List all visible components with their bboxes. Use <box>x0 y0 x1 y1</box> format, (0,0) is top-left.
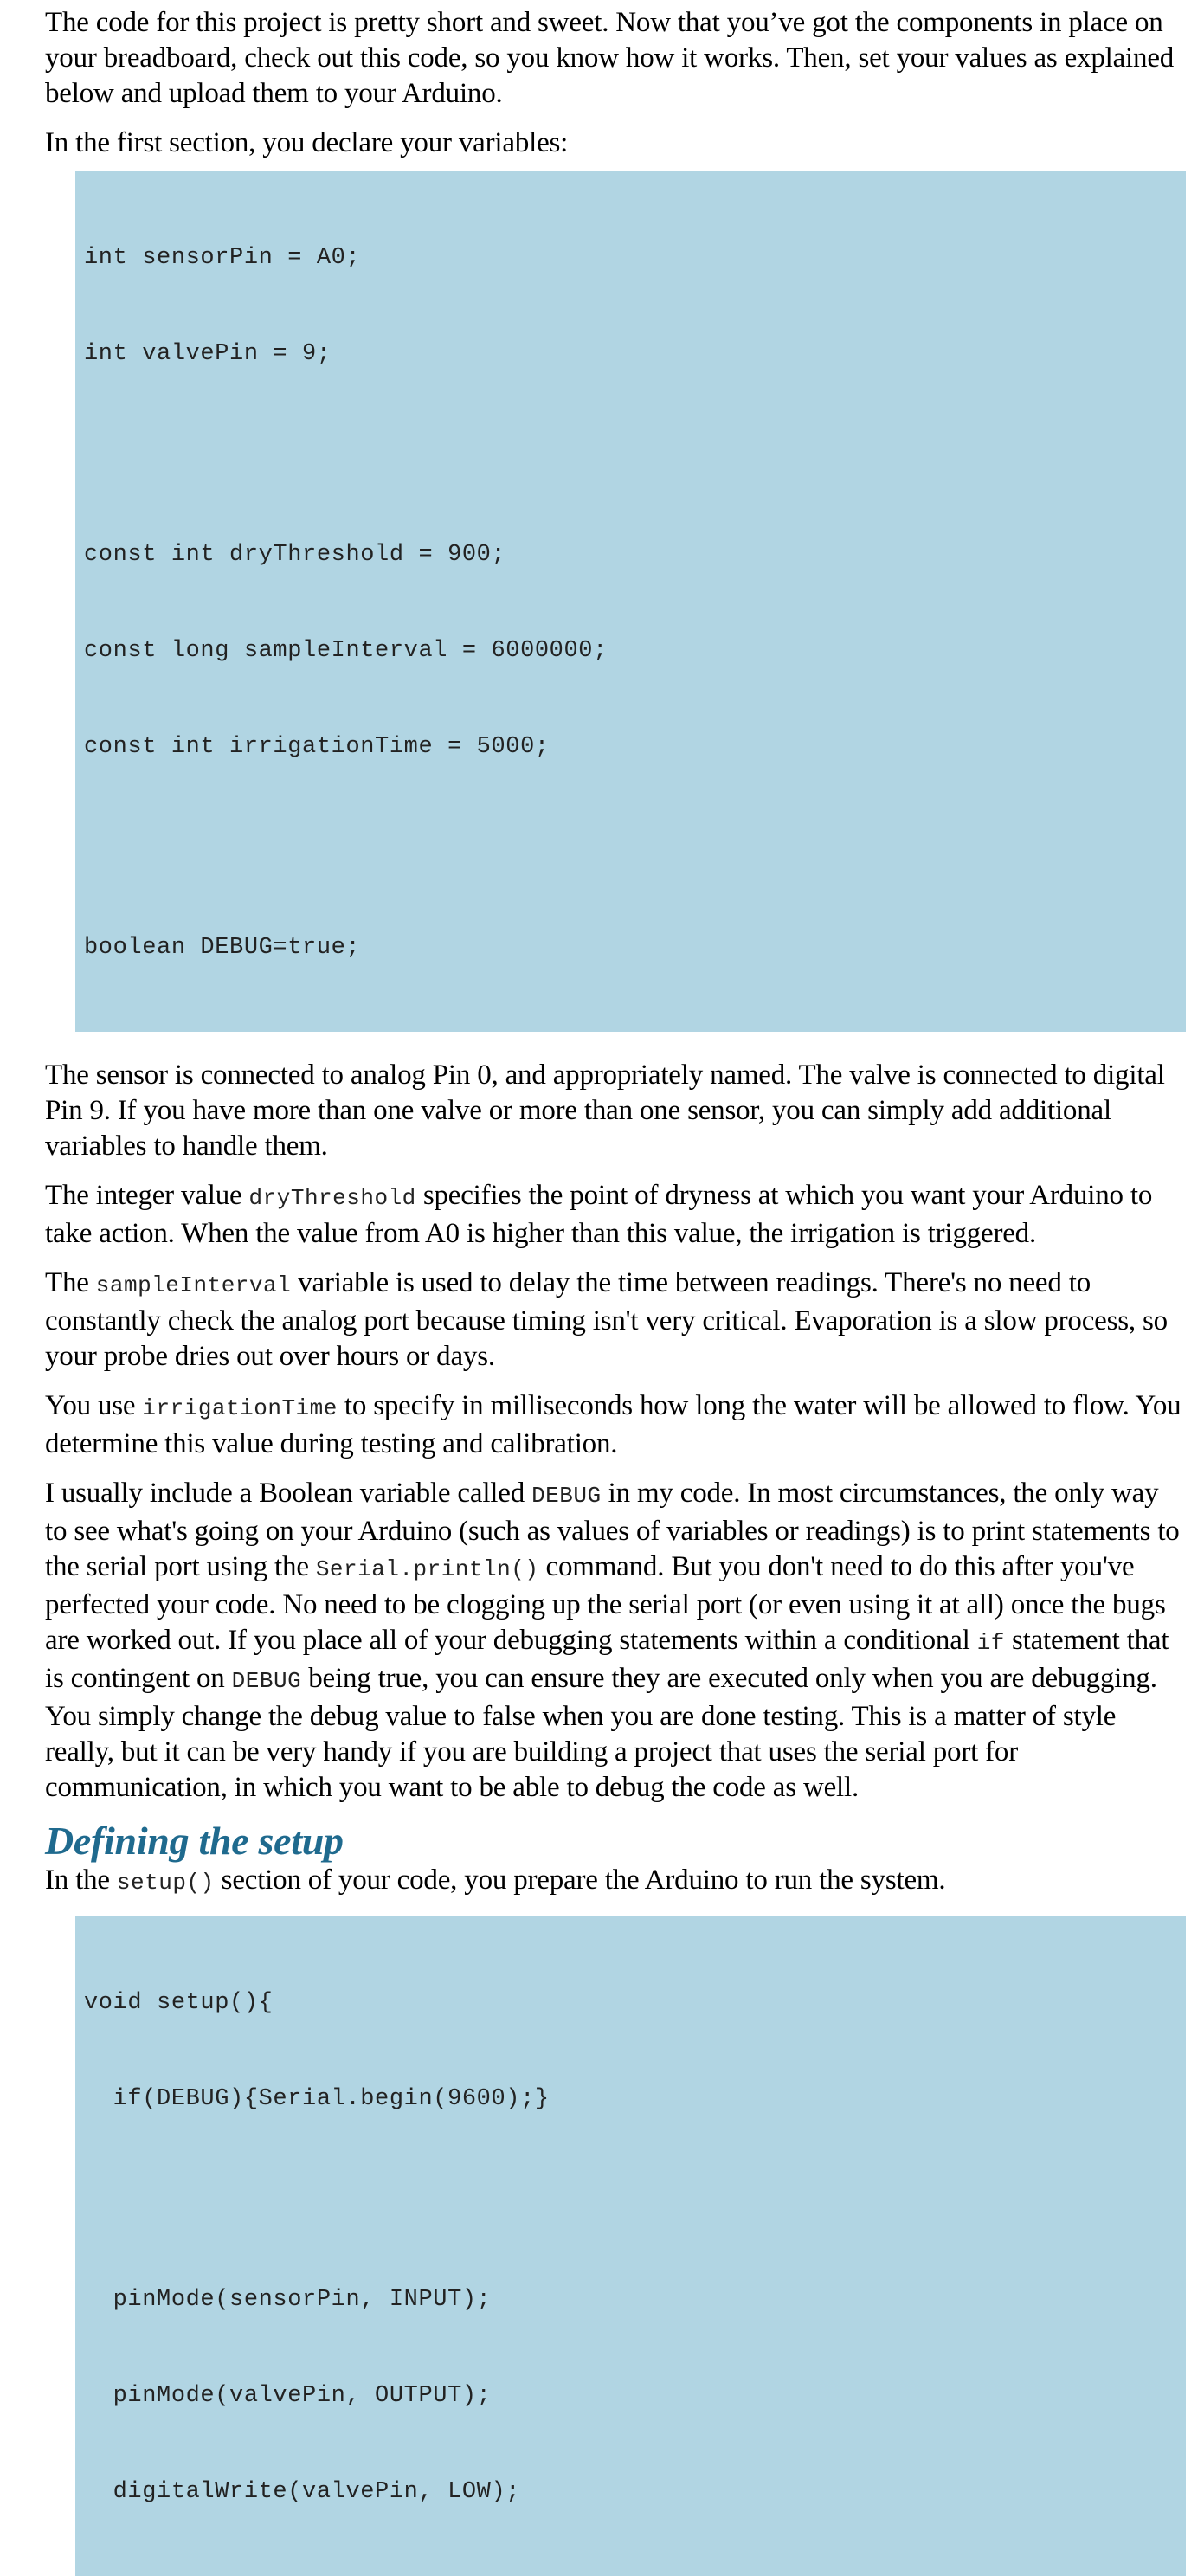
paragraph-dry-threshold <box>45 1178 1186 1252</box>
inline-code: sampleInterval <box>95 1272 292 1298</box>
inline-code: setup() <box>116 1870 215 1896</box>
paragraph-setup-intro <box>45 1863 1186 1901</box>
code-line: void setup(){ <box>84 1990 274 2016</box>
inline-code: irrigationTime <box>142 1395 338 1421</box>
paragraph-sensor-pins: The sensor is connected to analog Pin 0, and appropriately named. The valve is connected to digital Pin 9. If you have more than one valve or more than one sensor, you can simply add additional variables to handle them. <box>45 1059 1165 1162</box>
text-run: In the <box>45 1864 117 1896</box>
inline-code: if <box>976 1630 1005 1656</box>
code-line: pinMode(sensorPin, INPUT); <box>84 2287 492 2313</box>
code-line: const long sampleInterval = 6000000; <box>84 638 608 664</box>
text-run: I usually include a Boolean variable called <box>45 1478 532 1509</box>
text-run: The integer value <box>45 1180 249 1211</box>
code-line-blank <box>84 435 1177 475</box>
text-run: You use <box>45 1390 143 1421</box>
code-line: const int dryThreshold = 900; <box>84 542 506 568</box>
inline-code: DEBUG <box>531 1483 602 1509</box>
paragraph-first-section: In the first section, you declare your variables: <box>45 127 569 158</box>
text-run: being true, you can ensure they are executed only when you are debugging. You simply change the debug value to false when you are done testing. This is a matter of style really, but it can be very handy if you are building a project that uses the serial port for communication, in which you want to be able to debug the code as well. <box>45 1663 1157 1803</box>
paragraph-intro: The code for this project is pretty short and sweet. Now that you’ve got the components in place on your breadboard, check out this code, so you know how it works. Then, set your values as explained below and upload them to your Arduino. <box>45 7 1175 109</box>
code-block-variables <box>75 171 1186 1032</box>
inline-code: Serial.println() <box>315 1556 539 1582</box>
text-run: command. But you don't need to do this after you've perfected your code. No need to be clogging up the serial port (or even using it at all) once the bugs are worked out. If you place all of your debugging statements within a conditional <box>45 1551 1166 1656</box>
code-line-blank <box>84 828 1177 868</box>
paragraph-sample-interval <box>45 1265 1186 1375</box>
text-run: specifies the point of dryness at which you want your Arduino to take action. When the value from A0 is higher than this value, the irrigation is triggered. <box>45 1180 1153 1249</box>
text-run: statement that is contingent on <box>45 1625 1169 1694</box>
section-heading: Defining the setup <box>45 1819 344 1863</box>
inline-code: DEBUG <box>231 1668 302 1694</box>
code-line: boolean DEBUG=true; <box>84 935 361 961</box>
code-line: pinMode(valvePin, OUTPUT); <box>84 2383 492 2409</box>
document-page <box>45 5 1186 2576</box>
code-line: const int irrigationTime = 5000; <box>84 734 550 760</box>
code-line: int sensorPin = A0; <box>84 245 361 271</box>
text-run: The <box>45 1267 96 1298</box>
text-run: variable is used to delay the time between readings. There's no need to constantly check the analog port because timing isn't very critical. Evaporation is a slow process, so your probe dries out over hours or days. <box>45 1267 1168 1372</box>
inline-code: dryThreshold <box>248 1185 416 1211</box>
text-run: to specify in milliseconds how long the water will be allowed to flow. You determine this value during testing and calibration. <box>45 1390 1181 1459</box>
paragraph-debug <box>45 1476 1186 1806</box>
code-line: int valvePin = 9; <box>84 341 332 367</box>
paragraph-irrigation-time <box>45 1388 1186 1462</box>
code-line-blank <box>84 2180 1177 2220</box>
text-run: in my code. In most circumstances, the only way to see what's going on your Arduino (such as values of variables or readings) is to print statements to the serial port using the <box>45 1478 1180 1582</box>
code-line: digitalWrite(valvePin, LOW); <box>84 2479 521 2505</box>
text-run: section of your code, you prepare the Arduino to run the system. <box>214 1864 946 1896</box>
code-block-setup <box>75 1916 1186 2576</box>
code-line: if(DEBUG){Serial.begin(9600);} <box>84 2086 550 2112</box>
